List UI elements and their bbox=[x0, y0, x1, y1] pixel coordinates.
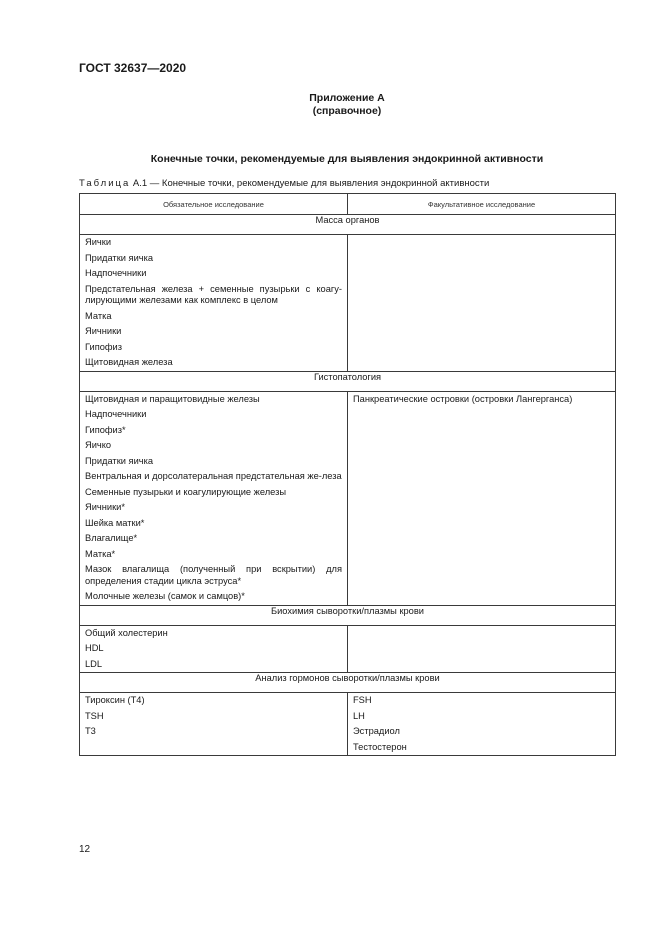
table-caption-label: Таблица bbox=[79, 178, 131, 189]
list-item: HDL bbox=[85, 643, 104, 653]
required-cell bbox=[80, 693, 348, 756]
page-number: 12 bbox=[79, 844, 91, 855]
endpoints-table bbox=[79, 193, 616, 756]
list-item: Матка bbox=[85, 310, 112, 321]
list-item: Яичники bbox=[85, 326, 122, 336]
list-item: FSH bbox=[353, 695, 372, 705]
list-item: Щитовидная железа bbox=[85, 357, 173, 367]
required-cell bbox=[80, 391, 348, 605]
list-item: Надпочечники bbox=[85, 268, 147, 278]
list-item: Панкреатические островки (островки Лангерганса) bbox=[353, 393, 573, 404]
table-caption bbox=[79, 178, 489, 189]
list-item: LDL bbox=[85, 658, 103, 669]
table-row bbox=[80, 391, 616, 605]
section-row bbox=[80, 371, 616, 391]
list-item: Общий холестерин bbox=[85, 627, 168, 638]
list-item: Гипофиз bbox=[85, 341, 123, 352]
list-item: Эстрадиол bbox=[353, 726, 400, 736]
document-code: ГОСТ 32637—2020 bbox=[79, 61, 187, 75]
list-item: Придатки яичка bbox=[85, 252, 154, 263]
list-item: Шейка матки* bbox=[85, 517, 145, 528]
list-item: Матка* bbox=[85, 548, 116, 559]
optional-cell bbox=[348, 693, 616, 756]
table-caption-text: А.1 — Конечные точки, рекомендуемые для выявления эндокринной активности bbox=[130, 178, 490, 189]
table-row bbox=[80, 625, 616, 673]
list-item: Яичники* bbox=[85, 502, 125, 512]
list-item: Т3 bbox=[85, 726, 96, 736]
list-item: Тестостерон bbox=[353, 741, 407, 752]
list-item: Молочные железы (самок и самцов)* bbox=[85, 591, 245, 601]
required-cell bbox=[80, 625, 348, 673]
list-item: Надпочечники bbox=[85, 409, 147, 419]
section-row bbox=[80, 215, 616, 235]
list-item: Гипофиз* bbox=[85, 424, 126, 435]
list-item: Придатки яичка bbox=[85, 455, 154, 466]
optional-cell bbox=[348, 235, 616, 372]
table-row bbox=[80, 693, 616, 756]
section-row bbox=[80, 605, 616, 625]
list-item: Яички bbox=[85, 237, 112, 247]
list-item: LH bbox=[353, 710, 365, 721]
list-item: Вентральная и дорсолатеральная предстательная же-леза bbox=[85, 471, 342, 481]
section-title: Гистопатология bbox=[80, 371, 616, 391]
list-item: Предстательная железа + семенные пузырьки с коагу-лирующими железами как комплекс в целом bbox=[85, 283, 342, 305]
appendix-subtitle: (справочное) bbox=[312, 105, 382, 117]
column-header-required: Обязательное исследование bbox=[80, 194, 348, 215]
list-item: Влагалище* bbox=[85, 533, 138, 543]
required-cell bbox=[80, 235, 348, 372]
column-header-optional: Факультативное исследование bbox=[348, 194, 616, 215]
section-row bbox=[80, 673, 616, 693]
optional-cell bbox=[348, 625, 616, 673]
optional-cell bbox=[348, 391, 616, 605]
list-item: Семенные пузырьки и коагулирующие железы bbox=[85, 486, 287, 497]
appendix-block bbox=[79, 92, 615, 118]
list-item: TSH bbox=[85, 710, 104, 721]
section-heading: Конечные точки, рекомендуемые для выявления эндокринной активности bbox=[150, 153, 544, 165]
table-row bbox=[80, 235, 616, 372]
list-item: Щитовидная и паращитовидные железы bbox=[85, 393, 260, 404]
appendix-title: Приложение А bbox=[309, 92, 385, 104]
list-item: Яичко bbox=[85, 440, 112, 450]
table-header-row bbox=[80, 194, 616, 215]
list-item: Мазок влагалища (полученный при вскрытии) для определения стадии цикла эструса* bbox=[85, 564, 342, 586]
section-title: Масса органов bbox=[80, 215, 616, 235]
section-title: Биохимия сыворотки/плазмы крови bbox=[80, 605, 616, 625]
section-title: Анализ гормонов сыворотки/плазмы крови bbox=[80, 673, 616, 693]
list-item: Тироксин (Т4) bbox=[85, 695, 145, 705]
